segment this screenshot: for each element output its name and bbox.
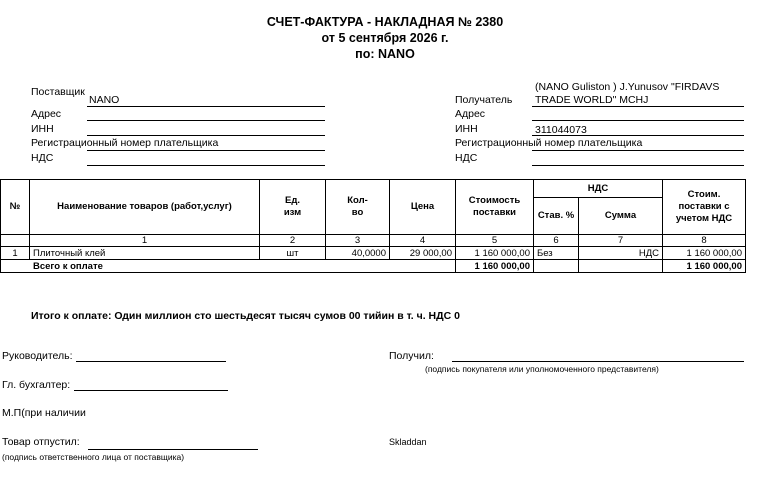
released-signature-line: [88, 449, 258, 450]
invoice-basis: по: NANO: [355, 47, 415, 61]
header-unit: Ед. изм: [260, 180, 326, 235]
recipient-address-underline: [532, 120, 744, 121]
accountant-signature-line: [74, 390, 228, 391]
col-number: 6: [534, 235, 579, 247]
row-total: 1 160 000,00: [663, 247, 746, 260]
row-price: 29 000,00: [390, 247, 456, 260]
table-row: [1, 247, 746, 260]
head-signature-line: [76, 361, 226, 362]
total-label: Всего к оплате: [1, 260, 456, 273]
column-numbers-row: [1, 235, 746, 247]
recipient-underline: [532, 106, 744, 107]
col-number: 2: [260, 235, 326, 247]
row-cost: 1 160 000,00: [456, 247, 534, 260]
col-number: 4: [390, 235, 456, 247]
supplier-underline: [87, 106, 325, 107]
invoice-title: СЧЕТ-ФАКТУРА - НАКЛАДНАЯ № 2380: [266, 15, 504, 29]
col-number: 8: [663, 235, 746, 247]
total-vat-sum: [579, 260, 663, 273]
recipient-reg-label: Регистрационный номер плательщика: [455, 137, 643, 149]
supplier-vat-label: НДС: [31, 152, 54, 164]
header-num: №: [1, 180, 30, 235]
supplier-reg-label: Регистрационный номер плательщика: [31, 137, 219, 149]
row-name: Плиточный клей: [30, 247, 260, 260]
header-price: Цена: [390, 180, 456, 235]
recipient-vat-underline: [532, 165, 744, 166]
received-caption: (подпись покупателя или уполномоченного представителя): [425, 364, 659, 374]
col-number: 1: [30, 235, 260, 247]
recipient-inn-value: 311044073: [535, 124, 587, 136]
header-vat: НДС: [534, 180, 663, 198]
total-amount: 1 160 000,00: [663, 260, 746, 273]
stamp-label: М.П(при наличии: [2, 407, 86, 419]
total-cost: 1 160 000,00: [456, 260, 534, 273]
col-number: 7: [579, 235, 663, 247]
supplier-vat-underline: [87, 165, 325, 166]
accountant-label: Гл. бухгалтер:: [2, 379, 71, 391]
row-vat-rate: Без: [534, 247, 579, 260]
received-signature-line: [452, 361, 744, 362]
row-unit: шт: [260, 247, 326, 260]
supplier-label: Поставщик: [31, 86, 85, 98]
supplier-address-underline: [87, 120, 325, 121]
row-num: 1: [1, 247, 30, 260]
released-caption: (подпись ответственного лица от поставщика): [2, 452, 185, 462]
supplier-inn-label: ИНН: [31, 123, 54, 135]
header-qty: Кол-во: [326, 180, 390, 235]
recipient-label: Получатель: [455, 94, 513, 106]
invoice-date: от 5 сентября 2026 г.: [321, 31, 449, 45]
recipient-inn-label: ИНН: [455, 123, 478, 135]
header-vat-sum: Сумма: [579, 198, 663, 235]
recipient-value-line2: TRADE WORLD" MCHJ: [535, 94, 649, 106]
supplier-value: NANO: [89, 94, 120, 106]
amount-in-words: Итого к оплате: Один миллион сто шестьдесят тысяч сумов 00 тийин в т. ч. НДС 0: [31, 310, 460, 322]
col-number: 3: [326, 235, 390, 247]
header-name: Наименование товаров (работ,услуг): [30, 180, 260, 235]
recipient-address-label: Адрес: [455, 108, 486, 120]
head-label: Руководитель:: [2, 350, 73, 362]
table-header-row: [1, 180, 746, 198]
header-cost: Стоимость поставки: [456, 180, 534, 235]
header-total: Стоим. поставки с учетом НДС: [663, 180, 746, 235]
recipient-value-line1: (NANO Guliston ) J.Yunusov "FIRDAVS: [535, 81, 720, 93]
supplier-reg-underline: [87, 150, 325, 151]
col-number-empty: [1, 235, 30, 247]
received-label: Получил:: [389, 350, 434, 362]
received-name: Skladdan: [389, 437, 427, 447]
row-vat-sum: НДС: [579, 247, 663, 260]
recipient-reg-underline: [532, 150, 744, 151]
supplier-inn-underline: [87, 135, 325, 136]
recipient-vat-label: НДС: [455, 152, 478, 164]
total-row: [1, 260, 746, 273]
invoice-table: [0, 179, 746, 273]
released-label: Товар отпустил:: [2, 436, 80, 448]
recipient-inn-underline: [532, 135, 744, 136]
total-vat-rate: [534, 260, 579, 273]
row-qty: 40,0000: [326, 247, 390, 260]
header-vat-rate: Став. %: [534, 198, 579, 235]
supplier-address-label: Адрес: [31, 108, 62, 120]
col-number: 5: [456, 235, 534, 247]
